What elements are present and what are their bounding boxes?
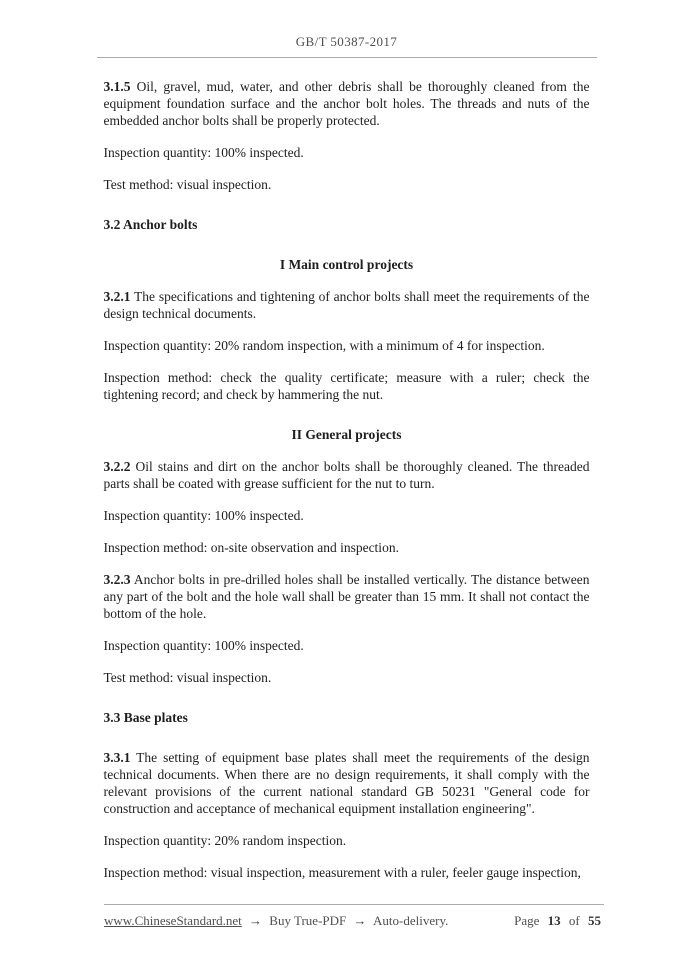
clause-text: Oil stains and dirt on the anchor bolts shall be thoroughly cleaned. The threaded parts shall be coated with grease sufficient for the nut to turn. <box>103 459 590 491</box>
clause-text: Anchor bolts in pre-drilled holes shall be installed vertically. The distance between any part of the bolt and the hole wall shall be greater than 15 mm. It shall not contact the bottom of the hole. <box>103 572 590 621</box>
clause-number: 3.1.5 <box>103 79 131 94</box>
inspection-note: Inspection quantity: 100% inspected. <box>103 145 304 160</box>
subsection-heading: II General projects <box>291 427 402 442</box>
inspection-note: Inspection quantity: 20% random inspection, with a minimum of 4 for inspection. <box>103 338 545 353</box>
inspection-note: Inspection method: check the quality certificate; measure with a ruler; check the tightening record; and check by hammering the nut. <box>103 370 590 402</box>
clause-number: 3.3.1 <box>103 750 131 765</box>
clause-paragraph <box>104 749 590 817</box>
footer-step-delivery: Auto-delivery. <box>373 913 449 928</box>
right-arrow-icon: → <box>353 913 367 928</box>
clause-number: 3.2.3 <box>103 572 131 587</box>
page-content <box>104 58 590 881</box>
standard-number: GB/T 50387-2017 <box>295 34 398 49</box>
clause-paragraph <box>104 78 590 129</box>
inspection-note: Inspection quantity: 20% random inspection. <box>103 833 347 848</box>
section-heading: 3.3 Base plates <box>103 710 188 725</box>
clause-text: The specifications and tightening of anchor bolts shall meet the requirements of the design technical documents. <box>103 289 590 321</box>
current-page-number: 13 <box>547 913 561 928</box>
page-indicator <box>512 913 604 929</box>
clause-paragraph <box>104 288 590 322</box>
clause-text: Oil, gravel, mud, water, and other debris shall be thoroughly cleaned from the equipment foundation surface and the anchor bolt holes. The threads and nuts of the embedded anchor bolts shall be properly protected. <box>103 79 590 128</box>
of-label: of <box>568 913 580 928</box>
clause-text: The setting of equipment base plates shall meet the requirements of the design technical documents. When there are no design requirements, it shall comply with the relevant provisions of the current national standard GB 50231 "General code for construction and acceptance of mechanical equipment installation engineering". <box>103 750 590 816</box>
page-label: Page <box>514 913 540 928</box>
inspection-note: Inspection method: visual inspection, measurement with a ruler, feeler gauge inspection, <box>103 865 581 880</box>
inspection-note: Test method: visual inspection. <box>103 670 272 685</box>
page-footer <box>104 904 604 929</box>
clause-paragraph <box>104 571 590 622</box>
clause-paragraph <box>104 458 590 492</box>
right-arrow-icon: → <box>249 913 263 928</box>
clause-number: 3.2.1 <box>103 289 131 304</box>
page-header <box>97 33 597 58</box>
website-link[interactable]: www.ChineseStandard.net <box>104 913 242 928</box>
subsection-heading: I Main control projects <box>279 257 414 272</box>
section-heading: 3.2 Anchor bolts <box>103 217 198 232</box>
clause-number: 3.2.2 <box>103 459 131 474</box>
inspection-note: Test method: visual inspection. <box>103 177 272 192</box>
inspection-note: Inspection quantity: 100% inspected. <box>103 508 304 523</box>
inspection-note: Inspection quantity: 100% inspected. <box>103 638 304 653</box>
total-page-number: 55 <box>588 913 601 928</box>
inspection-note: Inspection method: on-site observation and inspection. <box>103 540 399 555</box>
footer-source-line <box>104 913 448 929</box>
footer-step-buy: Buy True-PDF <box>269 913 347 928</box>
